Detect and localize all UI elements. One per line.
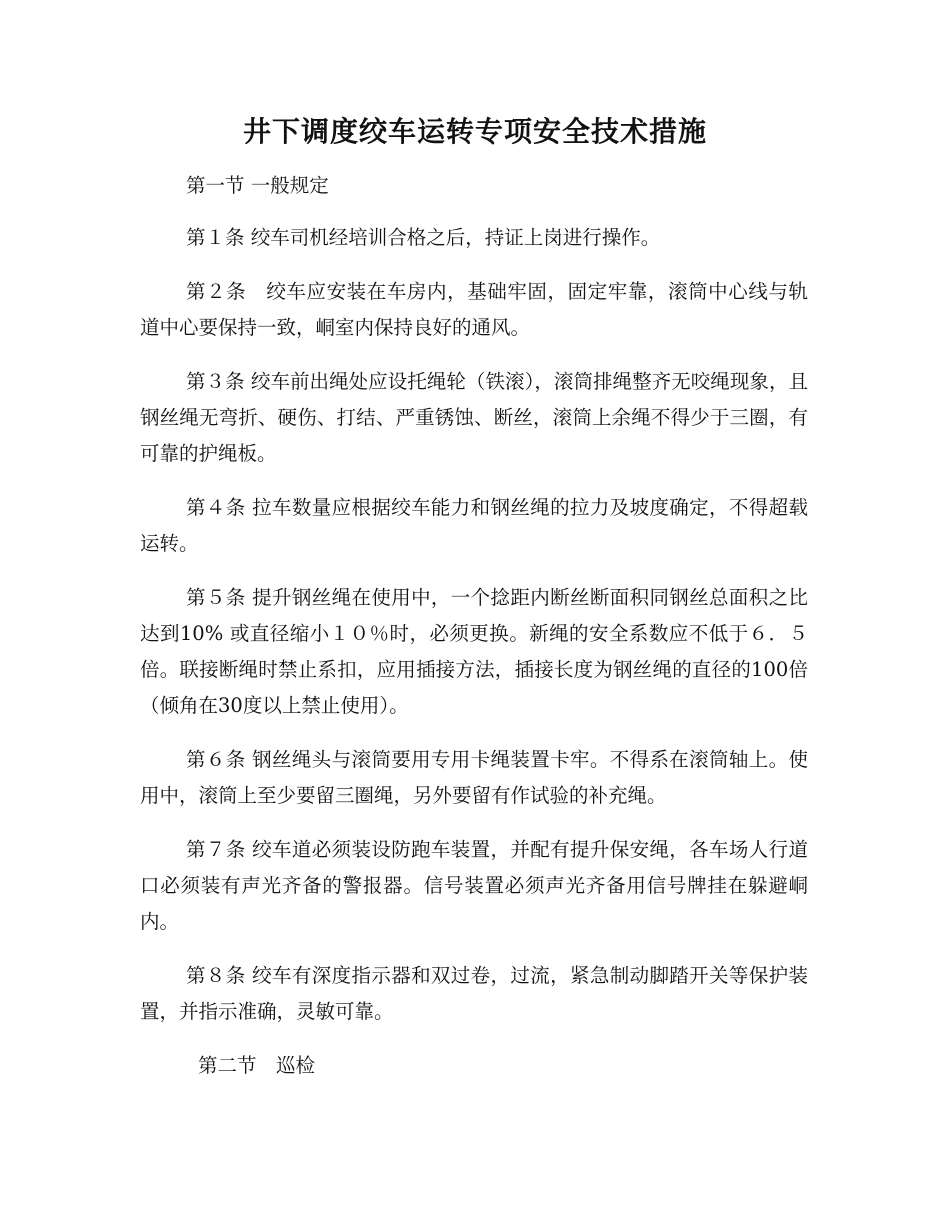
article-6: 第６条 钢丝绳头与滚筒要用专用卡绳装置卡牢。不得系在滚筒轴上。使用中，滚筒上至少要留三圈绳，另外要留有作试验的补充绳。 <box>140 748 808 807</box>
document-title: 井下调度绞车运转专项安全技术措施 <box>242 115 707 148</box>
article-3: 第３条 绞车前出绳处应设托绳轮（铁滚），滚筒排绳整齐无咬绳现象，且钢丝绳无弯折、硬伤、打结、严重锈蚀、断丝，滚筒上余绳不得少于三圈，有可靠的护绳板。 <box>140 370 808 465</box>
article-8: 第８条 绞车有深度指示器和双过卷，过流，紧急制动脚踏开关等保护装置，并指示准确，灵敏可靠。 <box>140 964 808 1023</box>
article-4: 第４条 拉车数量应根据绞车能力和钢丝绳的拉力及坡度确定，不得超载运转。 <box>140 496 808 555</box>
section-heading-2: 第二节 巡检 <box>198 1054 316 1077</box>
document-body <box>140 168 808 1084</box>
article-2: 第２条 绞车应安装在车房内，基础牢固，固定牢靠，滚筒中心线与轨道中心要保持一致，峒室内保持良好的通风。 <box>140 280 808 339</box>
section-heading-1: 第一节 一般规定 <box>186 174 329 197</box>
article-7: 第７条 绞车道必须装设防跑车装置，并配有提升保安绳，各车场人行道口必须装有声光齐备的警报器。信号装置必须声光齐备用信号牌挂在躲避峒内。 <box>140 838 808 933</box>
article-1: 第１条 绞车司机经培训合格之后，持证上岗进行操作。 <box>186 226 661 249</box>
article-5: 第５条 提升钢丝绳在使用中，一个捻距内断丝断面积同钢丝总面积之比达到10% 或直径缩小１０％时，必须更换。新绳的安全系数应不低于６．５倍。联接断绳时禁止系扣，应用插接方法，插接长度为钢丝绳的直径的100倍（倾角在30度以上禁止使用）。 <box>140 586 808 717</box>
